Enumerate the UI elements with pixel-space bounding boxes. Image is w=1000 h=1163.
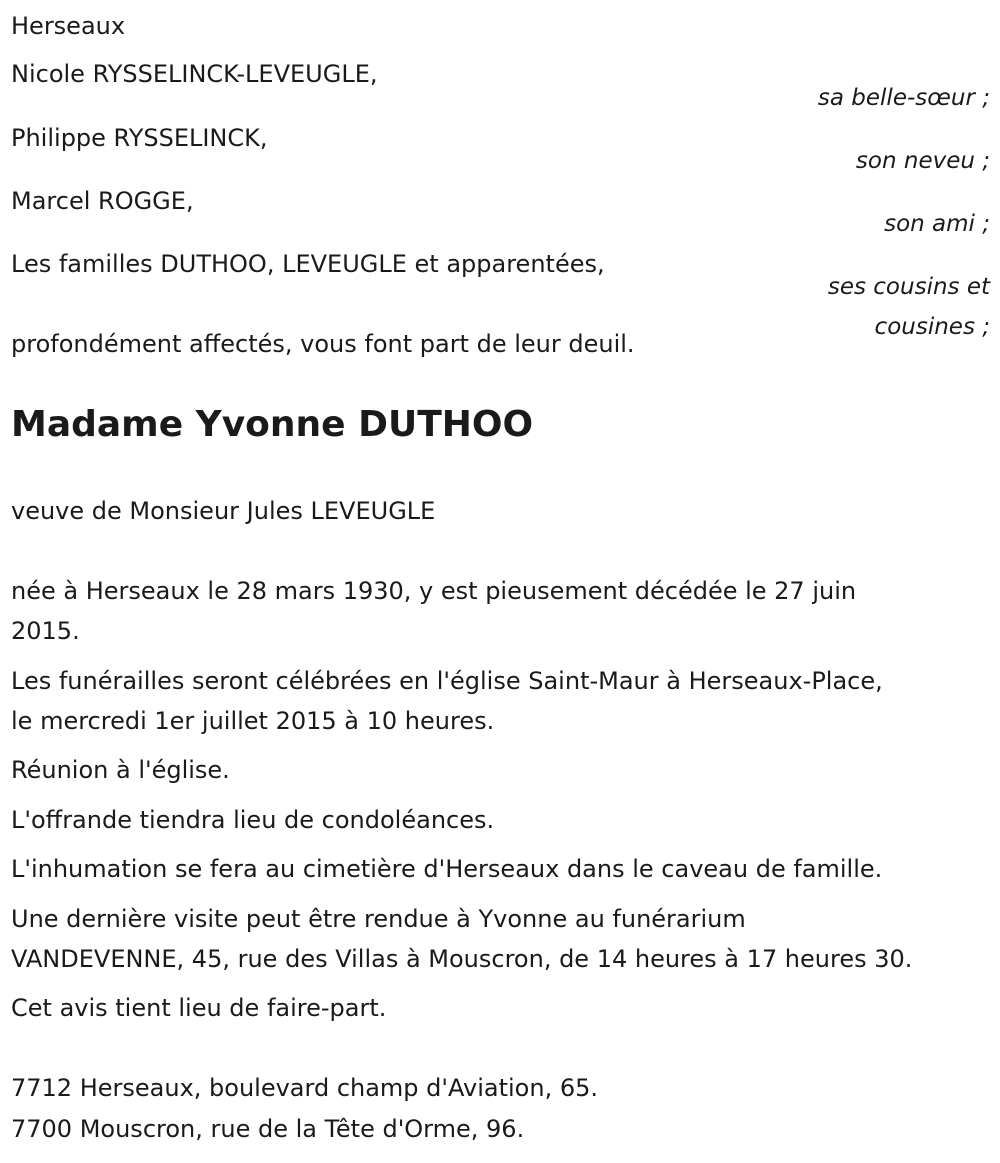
notice-line: Cet avis tient lieu de faire-part.	[11, 994, 387, 1022]
mourner-name-3: Marcel ROGGE,	[11, 187, 194, 215]
funeral-line-1: Les funérailles seront célébrées en l'église Saint-Maur à Herseaux-Place,	[11, 667, 883, 695]
mourner-relation-2: son neveu ;	[855, 148, 990, 174]
header-place: Herseaux	[11, 12, 126, 40]
birth-death-line-1: née à Herseaux le 28 mars 1930, y est pieusement décédée le 27 juin	[11, 577, 857, 605]
announcement-text: profondément affectés, vous font part de leur deuil.	[11, 330, 635, 358]
mourner-name-4: Les familles DUTHOO, LEVEUGLE et apparentées,	[11, 250, 605, 278]
mourner-relation-1: sa belle-sœur ;	[817, 85, 990, 111]
meeting-line: Réunion à l'église.	[11, 756, 230, 784]
visit-line-2: VANDEVENNE, 45, rue des Villas à Mouscron, de 14 heures à 17 heures 30.	[11, 945, 913, 973]
funeral-line-2: le mercredi 1er juillet 2015 à 10 heures.	[11, 707, 495, 735]
burial-line: L'inhumation se fera au cimetière d'Herseaux dans le caveau de famille.	[11, 855, 883, 883]
address-2: 7700 Mouscron, rue de la Tête d'Orme, 96.	[11, 1115, 525, 1143]
mourner-relation-3: son ami ;	[884, 211, 990, 237]
deceased-name: Madame Yvonne DUTHOO	[11, 404, 534, 445]
birth-death-line-2: 2015.	[11, 617, 80, 645]
mourner-relation-4a: ses cousins et	[827, 274, 990, 300]
offering-line: L'offrande tiendra lieu de condoléances.	[11, 806, 495, 834]
address-1: 7712 Herseaux, boulevard champ d'Aviation, 65.	[11, 1074, 598, 1102]
mourner-relation-4b: cousines ;	[874, 314, 990, 340]
mourner-name-1: Nicole RYSSELINCK-LEVEUGLE,	[11, 60, 378, 88]
spouse-line: veuve de Monsieur Jules LEVEUGLE	[11, 497, 436, 525]
visit-line-1: Une dernière visite peut être rendue à Yvonne au funérarium	[11, 905, 746, 933]
mourner-name-2: Philippe RYSSELINCK,	[11, 124, 268, 152]
